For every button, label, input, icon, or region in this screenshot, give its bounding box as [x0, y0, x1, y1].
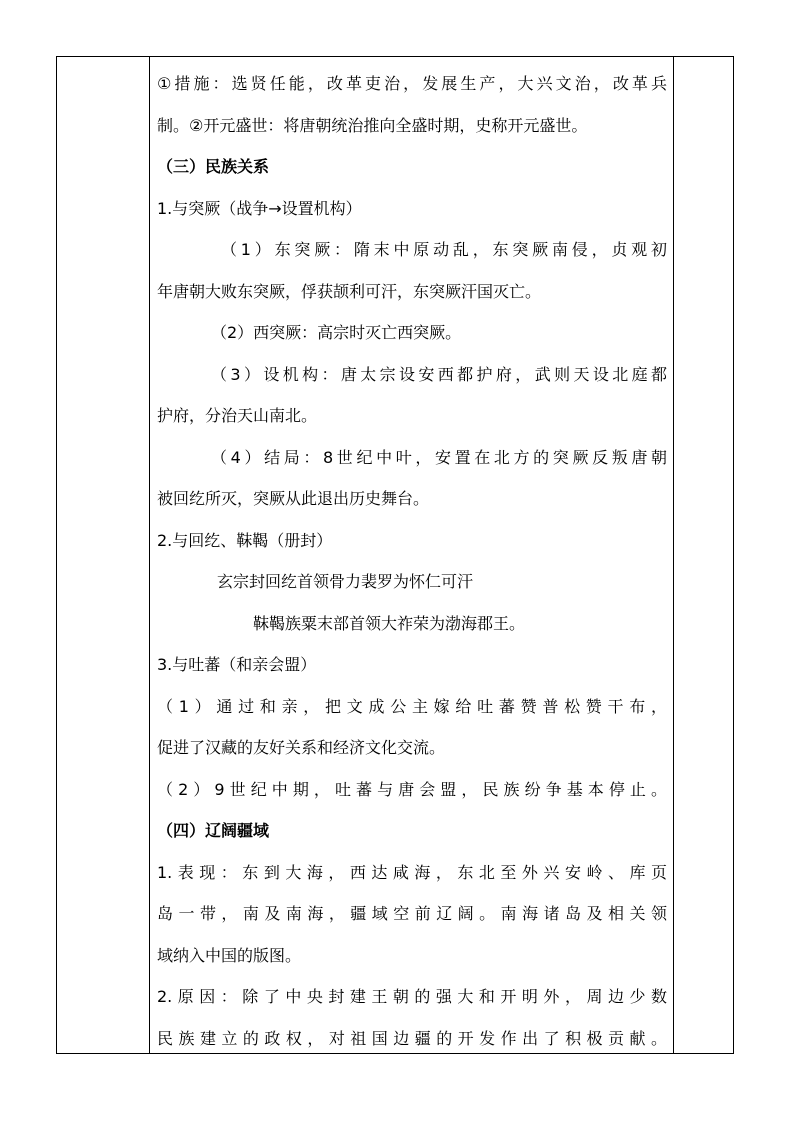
text-line: （3）设机构：唐太宗设安西都护府，武则天设北庭都 [211, 364, 667, 384]
text-line: （1）东突厥：隋末中原动乱，东突厥南侵，贞观初 [221, 240, 667, 259]
text-line: ①措施：选贤任能，改革吏治，发展生产，大兴文治，改革兵 [157, 74, 667, 93]
text-line: 3.与吐蕃（和亲会盟） [157, 655, 317, 674]
text-line: （4）结局：8世纪中叶，安置在北方的突厥反叛唐朝 [211, 447, 667, 467]
text-line: （1）通过和亲，把文成公主嫁给吐蕃赞普松赞干布， [157, 696, 667, 716]
text-line: 靺鞨族粟末部首领大祚荣为渤海郡王。 [253, 613, 526, 633]
text-line: 2.原因：除了中央封建王朝的强大和开明外，周边少数 [157, 987, 667, 1006]
column-divider-right [673, 57, 674, 1053]
content-cell [157, 63, 667, 1059]
text-line: 1.与突厥（战争→设置机构） [157, 198, 362, 218]
text-line: （三）民族关系 [157, 157, 270, 176]
text-line: 域纳入中国的版图。 [157, 945, 302, 965]
text-line: （四）辽阔疆域 [157, 821, 270, 840]
text-line: 民族建立的政权，对祖国边疆的开发作出了积极贡献。 [157, 1028, 667, 1048]
text-line: 护府，分治天山南北。 [157, 406, 318, 425]
text-line: 2.与回纥、靺鞨（册封） [157, 530, 333, 550]
text-line: 被回纥所灭，突厥从此退出历史舞台。 [157, 489, 430, 508]
text-line: 促进了汉藏的友好关系和经济文化交流。 [157, 738, 446, 757]
text-line: （2）9世纪中期，吐蕃与唐会盟，民族纷争基本停止。 [157, 779, 667, 799]
text-line: 年唐朝大败东突厥，俘获颉利可汗，东突厥汗国灭亡。 [157, 281, 542, 301]
text-line: 岛一带，南及南海，疆域空前辽阔。南海诸岛及相关领 [157, 904, 667, 923]
text-line: 玄宗封回纥首领骨力裴罗为怀仁可汗 [217, 572, 474, 591]
text-line: 1.表现：东到大海，西达咸海，东北至外兴安岭、库页 [157, 862, 667, 882]
lesson-table [56, 56, 734, 1054]
text-line: 制。②开元盛世：将唐朝统治推向全盛时期，史称开元盛世。 [157, 115, 588, 135]
text-line: （2）西突厥：高宗时灭亡西突厥。 [211, 323, 462, 342]
column-divider-left [149, 57, 150, 1053]
